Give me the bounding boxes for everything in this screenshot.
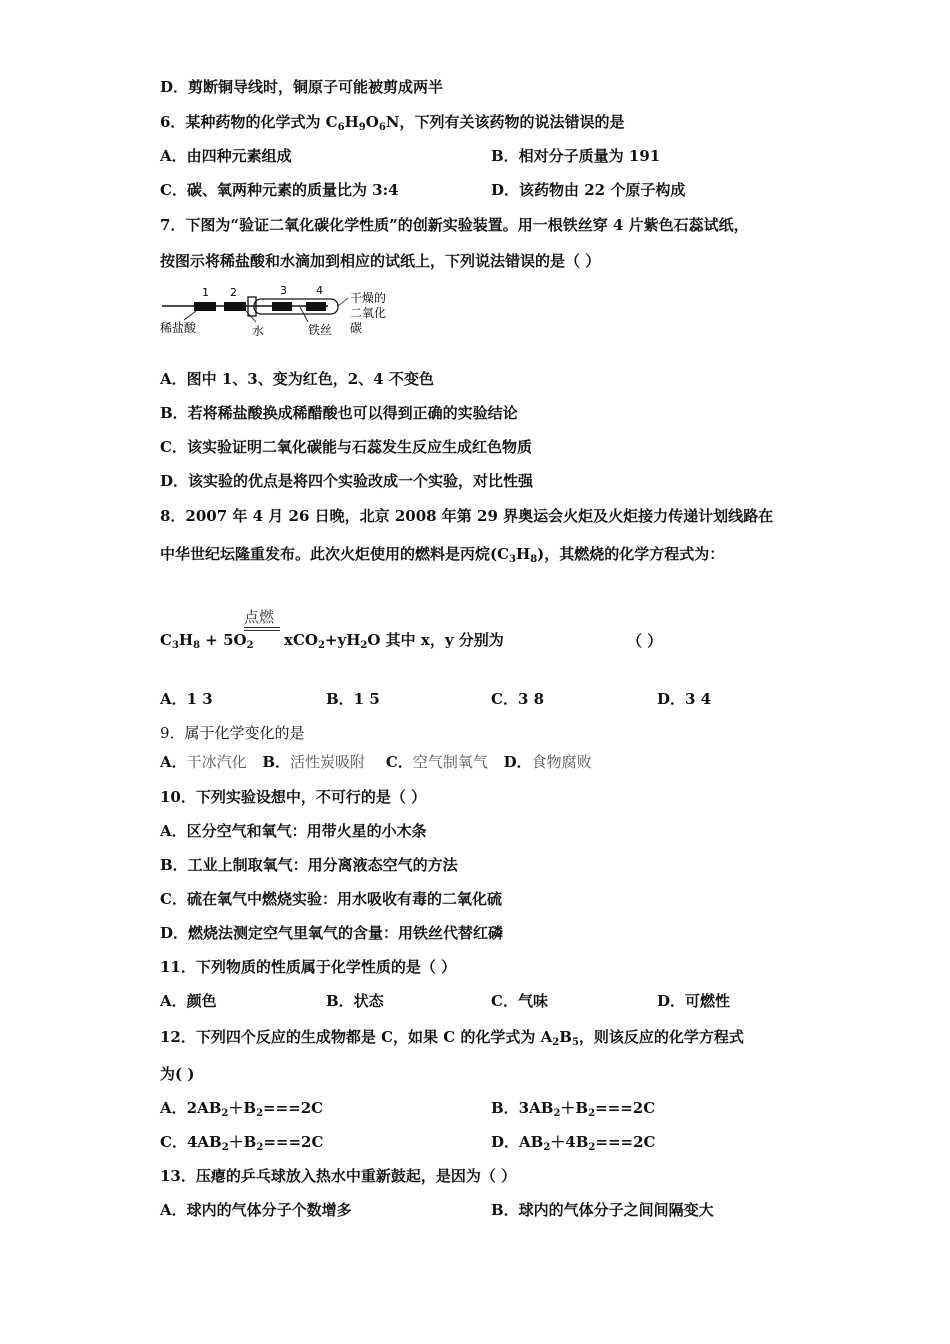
q6-option-a: A．由四种元素组成 — [160, 147, 292, 165]
q10-option-a: A．区分空气和氧气：用带火星的小木条 — [160, 822, 427, 840]
q12d-3: ===2C — [595, 1133, 656, 1151]
q8-option-b: B．1 5 — [326, 690, 380, 708]
q6-option-b: B．相对分子质量为 191 — [491, 147, 661, 165]
q9-d-text: 食物腐败 — [531, 753, 592, 771]
pointer-gas — [338, 298, 348, 306]
q12-option-c — [160, 1132, 323, 1152]
q12-option-d — [491, 1132, 655, 1152]
q12-sub1: 2 — [552, 1037, 560, 1048]
q10-option-d: D．燃烧法测定空气里氧气的含量：用铁丝代替红磷 — [160, 924, 504, 942]
eq-o-tail: O 其中 x，y 分别为 — [367, 631, 504, 649]
q5-option-d: D．剪断铜导线时，铜原子可能被剪成两半 — [160, 78, 444, 96]
q12d-2: ＋4B — [550, 1133, 589, 1151]
q13-option-a: A．球内的气体分子个数增多 — [160, 1201, 352, 1219]
q12-option-b — [491, 1098, 655, 1118]
q9-c-label: C． — [385, 753, 413, 771]
q12c-2: ＋B — [228, 1133, 257, 1151]
q13-option-b: B．球内的气体分子之间间隔变大 — [491, 1201, 714, 1219]
q12-stem-line2: 为( ) — [160, 1065, 195, 1083]
q8-stem-b: )，其燃烧的化学方程式为： — [537, 545, 725, 563]
q12b-2: ＋B — [560, 1099, 589, 1117]
q12-stem-c: ，则该反应的化学方程式 — [578, 1028, 744, 1046]
q6-stem — [160, 112, 625, 132]
q6-sub1: 6 — [337, 122, 345, 133]
q12d-sub1: 2 — [543, 1142, 551, 1153]
eq-sub5: 2 — [360, 640, 368, 651]
q8-sub1: 3 — [509, 554, 517, 565]
q10-stem: 10．下列实验设想中，不可行的是（ ） — [160, 788, 427, 806]
q12b-sub2: 2 — [588, 1108, 596, 1119]
eq-c: C — [160, 631, 172, 649]
equation-left — [160, 630, 254, 650]
eq-xco: xCO — [284, 631, 318, 649]
q8-option-d: D．3 4 — [657, 690, 712, 708]
eq-sub1: 3 — [171, 640, 179, 651]
q7-option-d: D．该实验的优点是将四个实验改成一个实验，对比性强 — [160, 472, 534, 490]
q7-option-b: B．若将稀盐酸换成稀醋酸也可以得到正确的实验结论 — [160, 404, 518, 422]
q12b-sub1: 2 — [553, 1108, 561, 1119]
paper-strip-1 — [194, 302, 216, 311]
q6-stem-b: N，下列有关该药物的说法错误的是 — [385, 113, 625, 131]
fig-num-4: 4 — [316, 286, 323, 297]
q9-a-text: 干冰汽化 — [186, 753, 247, 771]
q8-h: H — [516, 545, 531, 563]
label-dry-co2-1: 干燥的 — [350, 291, 387, 305]
q9-a-label: A． — [160, 753, 187, 771]
q12b-1: B．3AB — [491, 1099, 554, 1117]
q13-stem: 13．压瘪的乒乓球放入热水中重新鼓起，是因为（ ） — [160, 1167, 517, 1185]
label-water: 水 — [252, 324, 265, 338]
q7-stem-line1: 7．下图为“验证二氧化碳化学性质”的创新实验装置。用一根铁丝穿 4 片紫色石蕊试纸， — [160, 216, 749, 234]
q12d-sub2: 2 — [588, 1142, 596, 1153]
q6-o: O — [365, 113, 379, 131]
q11-option-a: A．颜色 — [160, 992, 217, 1010]
q11-option-c: C．气味 — [491, 992, 548, 1010]
q12b-3: ===2C — [595, 1099, 656, 1117]
q6-option-d: D．该药物由 22 个原子构成 — [491, 181, 686, 199]
q6-sub3: 6 — [378, 122, 386, 133]
q12a-sub2: 2 — [256, 1108, 264, 1119]
q12a-3: ===2C — [263, 1099, 324, 1117]
pointer-acid — [184, 311, 196, 320]
q7-stem-line2: 按图示将稀盐酸和水滴加到相应的试纸上，下列说法错误的是（ ） — [160, 252, 601, 270]
q8-option-a: A．1 3 — [160, 690, 213, 708]
q9-b-label: B． — [262, 753, 291, 771]
q8-stem-line1: 8．2007 年 4 月 26 日晚，北京 2008 年第 29 界奥运会火炬及火炬接力传递计划线路在 — [160, 507, 774, 525]
eq-sub2: 8 — [193, 640, 201, 651]
q12a-1: A．2AB — [160, 1099, 222, 1117]
paper-strip-4 — [306, 302, 326, 311]
q8-stem-line2 — [160, 544, 724, 564]
q9-c-text: 空气制氧气 — [412, 753, 488, 771]
fig-num-3: 3 — [280, 286, 287, 297]
q9-b-text: 活性炭吸附 — [290, 753, 366, 771]
q11-stem: 11．下列物质的性质属于化学性质的是（ ） — [160, 958, 457, 976]
q6-option-c: C．碳、氧两种元素的质量比为 3:4 — [160, 181, 399, 199]
q6-h: H — [344, 113, 359, 131]
q8-option-c: C．3 8 — [491, 690, 545, 708]
q12d-1: D．AB — [491, 1133, 544, 1151]
q10-option-c: C．硫在氧气中燃烧实验：用水吸收有毒的二氧化硫 — [160, 890, 502, 908]
q12a-sub1: 2 — [221, 1108, 229, 1119]
q7-option-a: A．图中 1、3、变为红色，2、4 不变色 — [160, 370, 434, 388]
q12-stem-a: 12．下列四个反应的生成物都是 C，如果 C 的化学式为 A — [160, 1028, 553, 1046]
label-dilute-hcl: 稀盐酸 — [160, 321, 197, 335]
q8-sub2: 8 — [530, 554, 538, 565]
eq-sub4: 2 — [317, 640, 325, 651]
equation-condition: 点燃 — [244, 608, 275, 626]
q11-option-d: D．可燃性 — [657, 992, 731, 1010]
paper-strip-2 — [224, 302, 246, 311]
label-dry-co2-2: 二氧化 — [350, 306, 387, 320]
q12-stem-line1 — [160, 1027, 744, 1047]
q9-d-label: D． — [503, 753, 532, 771]
q6-sub2: 9 — [358, 122, 366, 133]
q12a-2: ＋B — [228, 1099, 257, 1117]
q9-options — [160, 752, 592, 772]
fig-num-2: 2 — [230, 286, 237, 299]
eq-yh: +yH — [324, 631, 361, 649]
q7-option-c: C．该实验证明二氧化碳能与石蕊发生反应生成红色物质 — [160, 438, 532, 456]
q12c-3: ===2C — [263, 1133, 324, 1151]
q11-option-b: B．状态 — [326, 992, 384, 1010]
label-dry-co2-3: 碳 — [350, 321, 363, 335]
eq-sub3: 2 — [246, 640, 254, 651]
q8-stem-a: 中华世纪坛隆重发布。此次火炬使用的燃料是丙烷(C — [160, 545, 510, 563]
fig-num-1: 1 — [202, 286, 209, 299]
q9-stem: 9．属于化学变化的是 — [160, 724, 305, 742]
q8-answer-paren: （ ） — [627, 632, 663, 650]
q12c-1: C．4AB — [160, 1133, 222, 1151]
q7-apparatus-figure — [160, 286, 410, 340]
q12-option-a — [160, 1098, 323, 1118]
q6-stem-a: 6．某种药物的化学式为 C — [160, 113, 338, 131]
eq-plus-o2: + 5O — [200, 631, 247, 649]
q12-sub2: 5 — [571, 1037, 579, 1048]
q12c-sub2: 2 — [256, 1142, 264, 1153]
q12c-sub1: 2 — [221, 1142, 229, 1153]
q12-b: B — [559, 1028, 572, 1046]
equation-right — [284, 630, 504, 650]
eq-h: H — [178, 631, 194, 649]
label-iron-wire: 铁丝 — [308, 323, 333, 337]
equation-bar-1 — [244, 627, 280, 628]
q10-option-b: B．工业上制取氧气：用分离液态空气的方法 — [160, 856, 458, 874]
paper-strip-3 — [272, 302, 292, 311]
